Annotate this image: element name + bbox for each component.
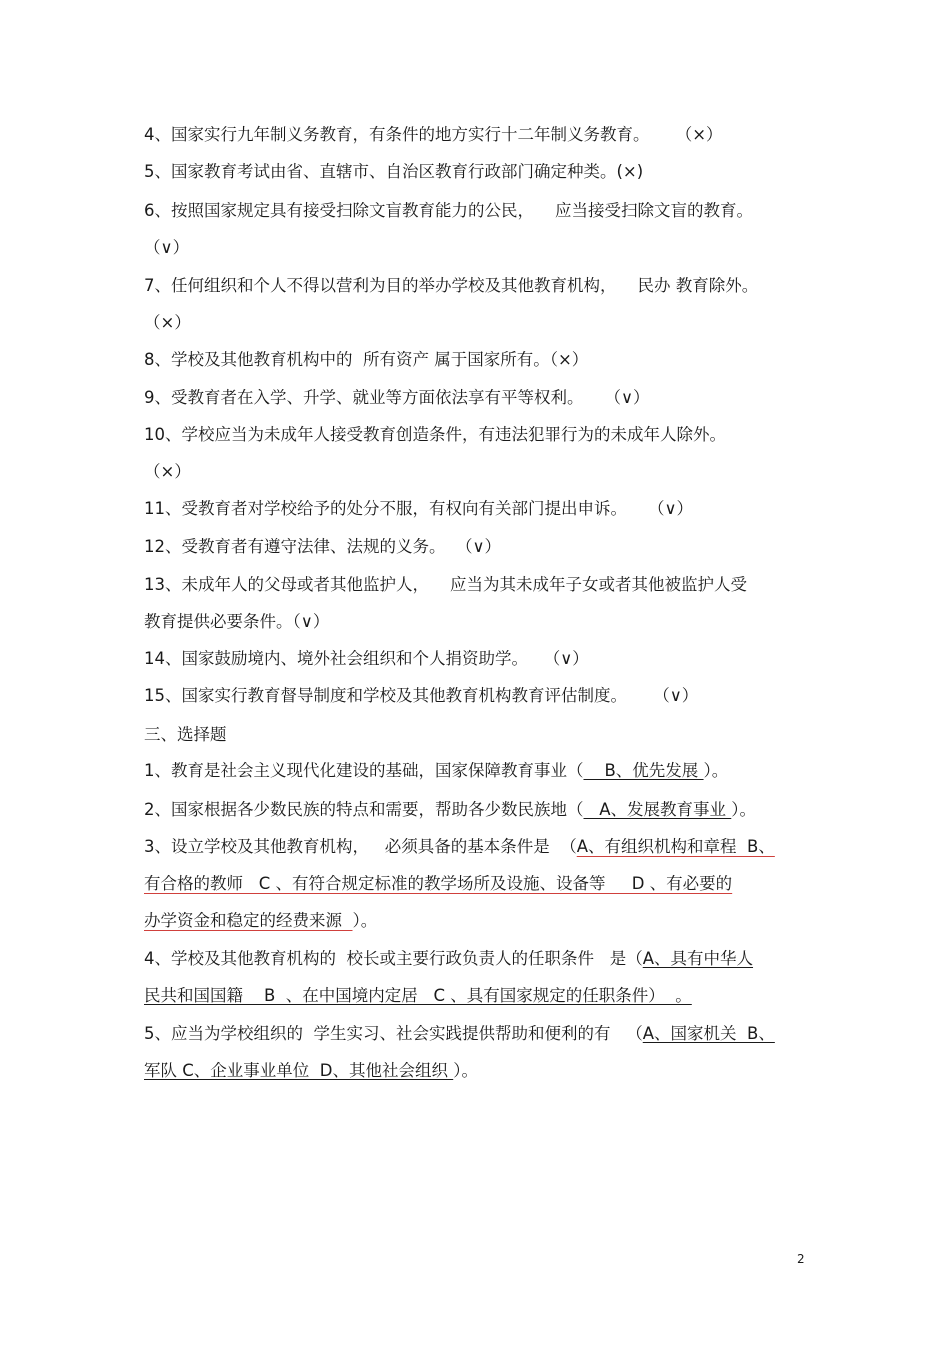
line-text: 2、国家根据各少数民族的特点和需要，帮助各少数民族地（ [144,800,584,819]
line [144,201,753,221]
line-text: 12、受教育者有遵守法律、法规的义务。 （∨） [144,537,502,556]
line [144,911,377,931]
page-number: 2 [797,1252,805,1266]
line [144,162,643,182]
line-text: （∨） [144,238,190,257]
line-text: 11、受教育者对学校给予的处分不服，有权向有关部门提出申诉。 （∨） [144,499,694,518]
line [144,612,329,632]
line [144,575,747,595]
underlined-answer: 民共和国国籍 B 、在中国境内定居 C 、具有国家规定的任职条件） 。 [144,986,692,1005]
line-text: 7、任何组织和个人不得以营利为目的举办学校及其他教育机构， 民办 教育除外。 [144,276,759,295]
line-text: ）。 [352,911,378,930]
underlined-answer: B、优先发展 [583,761,704,780]
line [144,276,758,296]
line [144,874,732,894]
line-text: ）。 [703,761,729,780]
line-text: 6、按照国家规定具有接受扫除文盲教育能力的公民， 应当接受扫除文盲的教育。 [144,201,753,220]
line-text: ）。 [453,1061,478,1080]
line [144,1024,775,1044]
underlined-answer: A、具有中华人 [642,949,754,968]
underlined-answer: A、发展教育事业 [583,800,732,819]
line-text: 三、选择题 [144,725,227,744]
line-text: 10、学校应当为未成年人接受教育创造条件，有违法犯罪行为的未成年人除外。 [144,425,726,444]
line-text: 14、国家鼓励境内、境外社会组织和个人捐资助学。 （∨） [144,649,589,668]
line-text: 4、国家实行九年制义务教育，有条件的地方实行十二年制义务教育。 （×） [144,125,723,144]
line [144,761,728,781]
line [144,350,588,370]
line-text: 教育提供必要条件。（∨） [144,612,330,631]
underlined-answer: A、国家机关 B、 [642,1024,775,1043]
line-text: 3、设立学校及其他教育机构， 必须具备的基本条件是 （ [144,837,577,856]
line [144,949,753,969]
underlined-answer: A、有组织机构和章程 B、 [576,837,775,856]
line-text: （×） [144,313,191,332]
line [144,800,756,820]
line [144,1061,478,1081]
line [144,499,693,519]
line [144,425,726,445]
line [144,537,501,557]
line [144,388,650,408]
line [144,986,692,1006]
line-text: 5、应当为学校组织的 学生实习、社会实践提供帮助和便利的有 （ [144,1024,643,1043]
section-heading [144,725,227,745]
line-text: 8、学校及其他教育机构中的 所有资产 属于国家所有。（×） [144,350,589,369]
line-text: 4、学校及其他教育机构的 校长或主要行政负责人的任职条件 是（ [144,949,643,968]
line-text: （×） [144,462,191,481]
line [144,462,191,482]
line-text: ）。 [731,800,757,819]
underlined-answer: 办学资金和稳定的经费来源 [144,911,353,930]
line [144,837,775,857]
line-text: 9、受教育者在入学、升学、就业等方面依法享有平等权利。 （∨） [144,388,650,407]
line-text: 5、国家教育考试由省、直辖市、自治区教育行政部门确定种类。(×) [144,162,644,181]
line [144,125,723,145]
line-text: 15、国家实行教育督导制度和学校及其他教育机构教育评估制度。 （∨） [144,686,699,705]
line-text: 13、未成年人的父母或者其他监护人， 应当为其未成年子女或者其他被监护人受 [144,575,747,594]
underlined-answer: 有合格的教师 C 、有符合规定标准的教学场所及设施、设备等 D 、有必要的 [144,874,733,893]
line [144,238,189,258]
underlined-answer: 军队 C、企业事业单位 D、其他社会组织 [144,1061,454,1080]
line [144,649,589,669]
line [144,313,191,333]
line-text: 1、教育是社会主义现代化建设的基础，国家保障教育事业（ [144,761,584,780]
line [144,686,698,706]
